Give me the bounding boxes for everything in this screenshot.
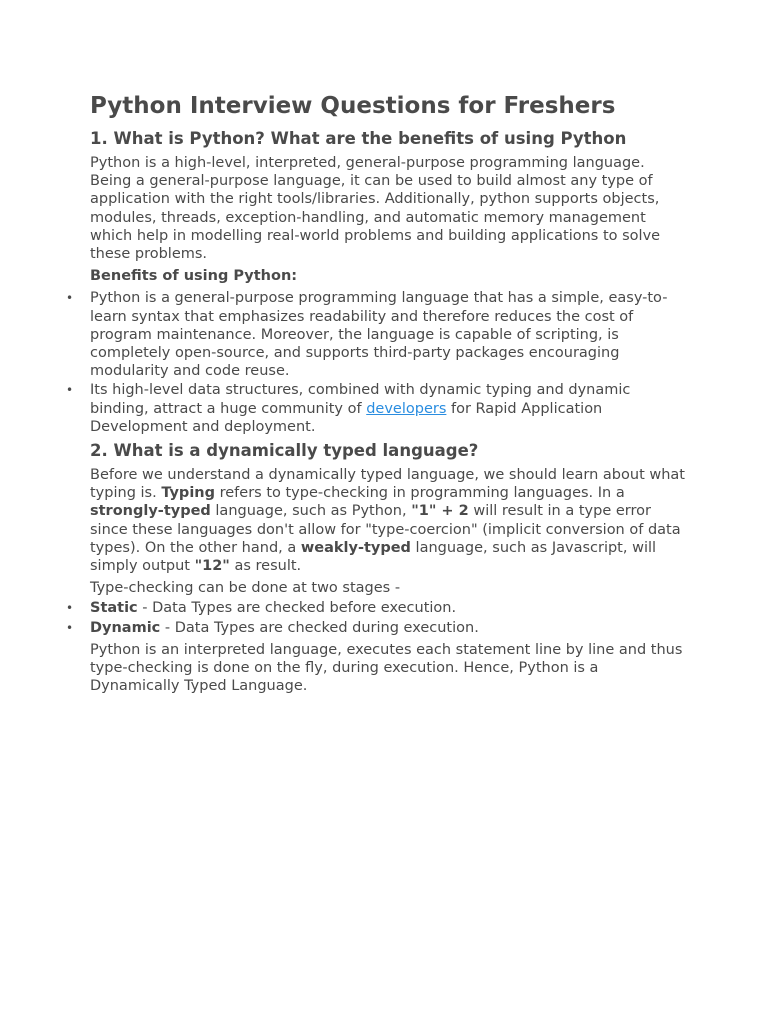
bold-term: strongly-typed [90,503,211,520]
conclusion-paragraph: Python is an interpreted language, executes each statement line by line and thus type-checking is done on the fly, during execution. Hence, Python is a Dynamically Typed Language. [90,641,683,695]
section-heading: 2. What is a dynamically typed language? [90,441,479,461]
list-item-text: for Rapid Application Development and deployment. [90,400,603,435]
section-what-is-python [66,128,690,436]
benefits-list [66,289,690,436]
section-dynamically-typed [66,440,690,695]
stage-description: - Data Types are checked during execution. [160,619,479,636]
list-item [66,599,690,617]
list-item-text: Its high-level data structures, combined with dynamic typing and dynamic binding, attract a huge community of [90,382,631,417]
bullet-icon: • [66,620,74,635]
stage-term: Dynamic [90,619,161,636]
bullet-icon: • [66,383,74,398]
paragraph-text: language, such as Python, [210,503,412,520]
section-heading: 1. What is Python? What are the benefits of using Python [90,129,627,148]
paragraph-text: as result. [229,558,302,575]
bold-term: "12" [194,558,230,575]
bold-term: weakly-typed [300,539,411,556]
page-title: Python Interview Questions for Freshers [90,93,616,119]
list-item [66,381,690,436]
bold-term: "1" + 2 [411,503,469,520]
bold-term: Typing [161,485,215,502]
stage-description: - Data Types are checked before execution. [137,600,457,617]
paragraph-text: will result in a type error since these languages don't allow for "type-coercion" (implicit conversion of data types). On the other hand, a [90,503,681,556]
bullet-icon: • [66,291,74,306]
bullet-icon: • [66,601,74,616]
document-content [66,90,690,699]
list-item-text: Python is a general-purpose programming language that has a simple, easy-to-learn syntax that emphasizes readability and therefore reduces the cost of program maintenance. Moreover, the language is capable of scripting, is completely open-source, and supports third-party packages encouraging modularity and code reuse. [90,290,668,380]
typing-paragraph [90,466,690,575]
paragraph-text: language, such as Javascript, will simply output [90,539,657,575]
paragraph-text: refers to type-checking in programming languages. In a [215,485,625,502]
stage-term: Static [90,600,138,617]
stages-lead: Type-checking can be done at two stages - [90,580,401,597]
section-intro-paragraph: Python is a high-level, interpreted, general-purpose programming language. Being a general-purpose language, it can be used to build almost any type of application with the right tools/libraries. Additionally, python supports objects, modules, threads, exception-handling, and automatic memory management which help in modelling real-world problems and building applications to solve these problems. [90,155,661,263]
list-item [66,289,690,380]
list-item [66,619,690,637]
developers-link[interactable]: developers [366,400,447,417]
paragraph-text: Before we understand a dynamically typed language, we should learn about what typing is. [90,467,685,502]
benefits-heading: Benefits of using Python: [90,268,298,285]
stages-list [66,599,690,636]
